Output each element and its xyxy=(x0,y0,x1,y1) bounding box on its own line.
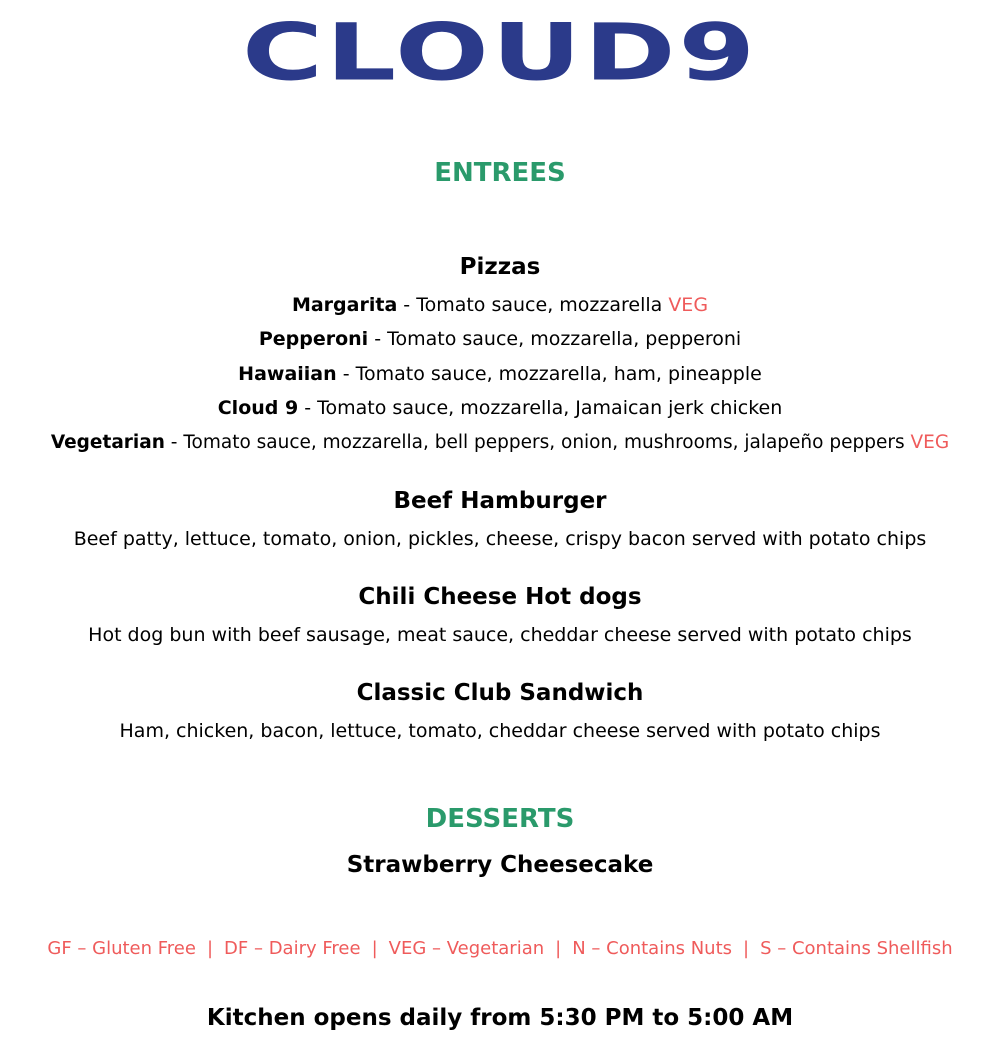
legend-veg: VEG – Vegetarian xyxy=(388,938,545,959)
legend-separator: | xyxy=(206,938,214,959)
item-description: - Tomato sauce, mozzarella, bell peppers, onion, mushrooms, jalapeño peppers xyxy=(164,432,911,453)
item-description: - Tomato sauce, mozzarella xyxy=(397,294,669,316)
burger-description: Beef patty, lettuce, tomato, onion, pickles, cheese, crispy bacon served with potato chips xyxy=(73,528,927,550)
legend-separator: | xyxy=(555,938,562,959)
dessert-item: Strawberry Cheesecake xyxy=(346,852,654,878)
veg-tag: VEG xyxy=(668,294,709,316)
legend-n: N – Contains Nuts xyxy=(572,938,733,959)
veg-tag: VEG xyxy=(910,432,950,453)
hotdogs-description: Hot dog bun with beef sausage, meat sauce, cheddar cheese served with potato chips xyxy=(88,624,912,646)
legend-df: DF – Dairy Free xyxy=(224,938,361,959)
legend-gf: GF – Gluten Free xyxy=(47,938,196,959)
brand-logo: CLOUD9 xyxy=(242,7,758,99)
menu-item-cloud9 xyxy=(0,397,1000,419)
entrees-title: ENTREES xyxy=(434,158,566,188)
item-description: - Tomato sauce, mozzarella, Jamaican jerk chicken xyxy=(298,397,783,419)
kitchen-hours: Kitchen opens daily from 5:30 PM to 5:00 AM xyxy=(206,1005,794,1031)
item-name: Margarita xyxy=(291,294,398,316)
legend-separator: | xyxy=(371,938,378,959)
menu-item-margarita xyxy=(0,294,1000,316)
desserts-title: DESSERTS xyxy=(425,804,575,834)
club-heading: Classic Club Sandwich xyxy=(356,680,644,706)
club-description: Ham, chicken, bacon, lettuce, tomato, cheddar cheese served with potato chips xyxy=(119,720,881,742)
menu-item-pepperoni xyxy=(0,328,1000,350)
legend-s: S – Contains Shellfish xyxy=(760,938,953,959)
item-name: Pepperoni xyxy=(258,328,369,350)
legend-separator: | xyxy=(743,938,750,959)
menu-item-vegetarian xyxy=(0,432,1000,453)
dietary-legend xyxy=(0,938,1000,959)
hotdogs-heading: Chili Cheese Hot dogs xyxy=(358,584,642,610)
item-description: - Tomato sauce, mozzarella, ham, pineapple xyxy=(336,363,762,385)
item-name: Vegetarian xyxy=(50,432,165,453)
burger-heading: Beef Hamburger xyxy=(393,488,607,514)
menu-item-hawaiian xyxy=(0,363,1000,385)
pizzas-heading: Pizzas xyxy=(459,254,541,280)
item-name: Hawaiian xyxy=(238,363,337,385)
item-name: Cloud 9 xyxy=(217,397,299,419)
item-description: - Tomato sauce, mozzarella, pepperoni xyxy=(368,328,742,350)
